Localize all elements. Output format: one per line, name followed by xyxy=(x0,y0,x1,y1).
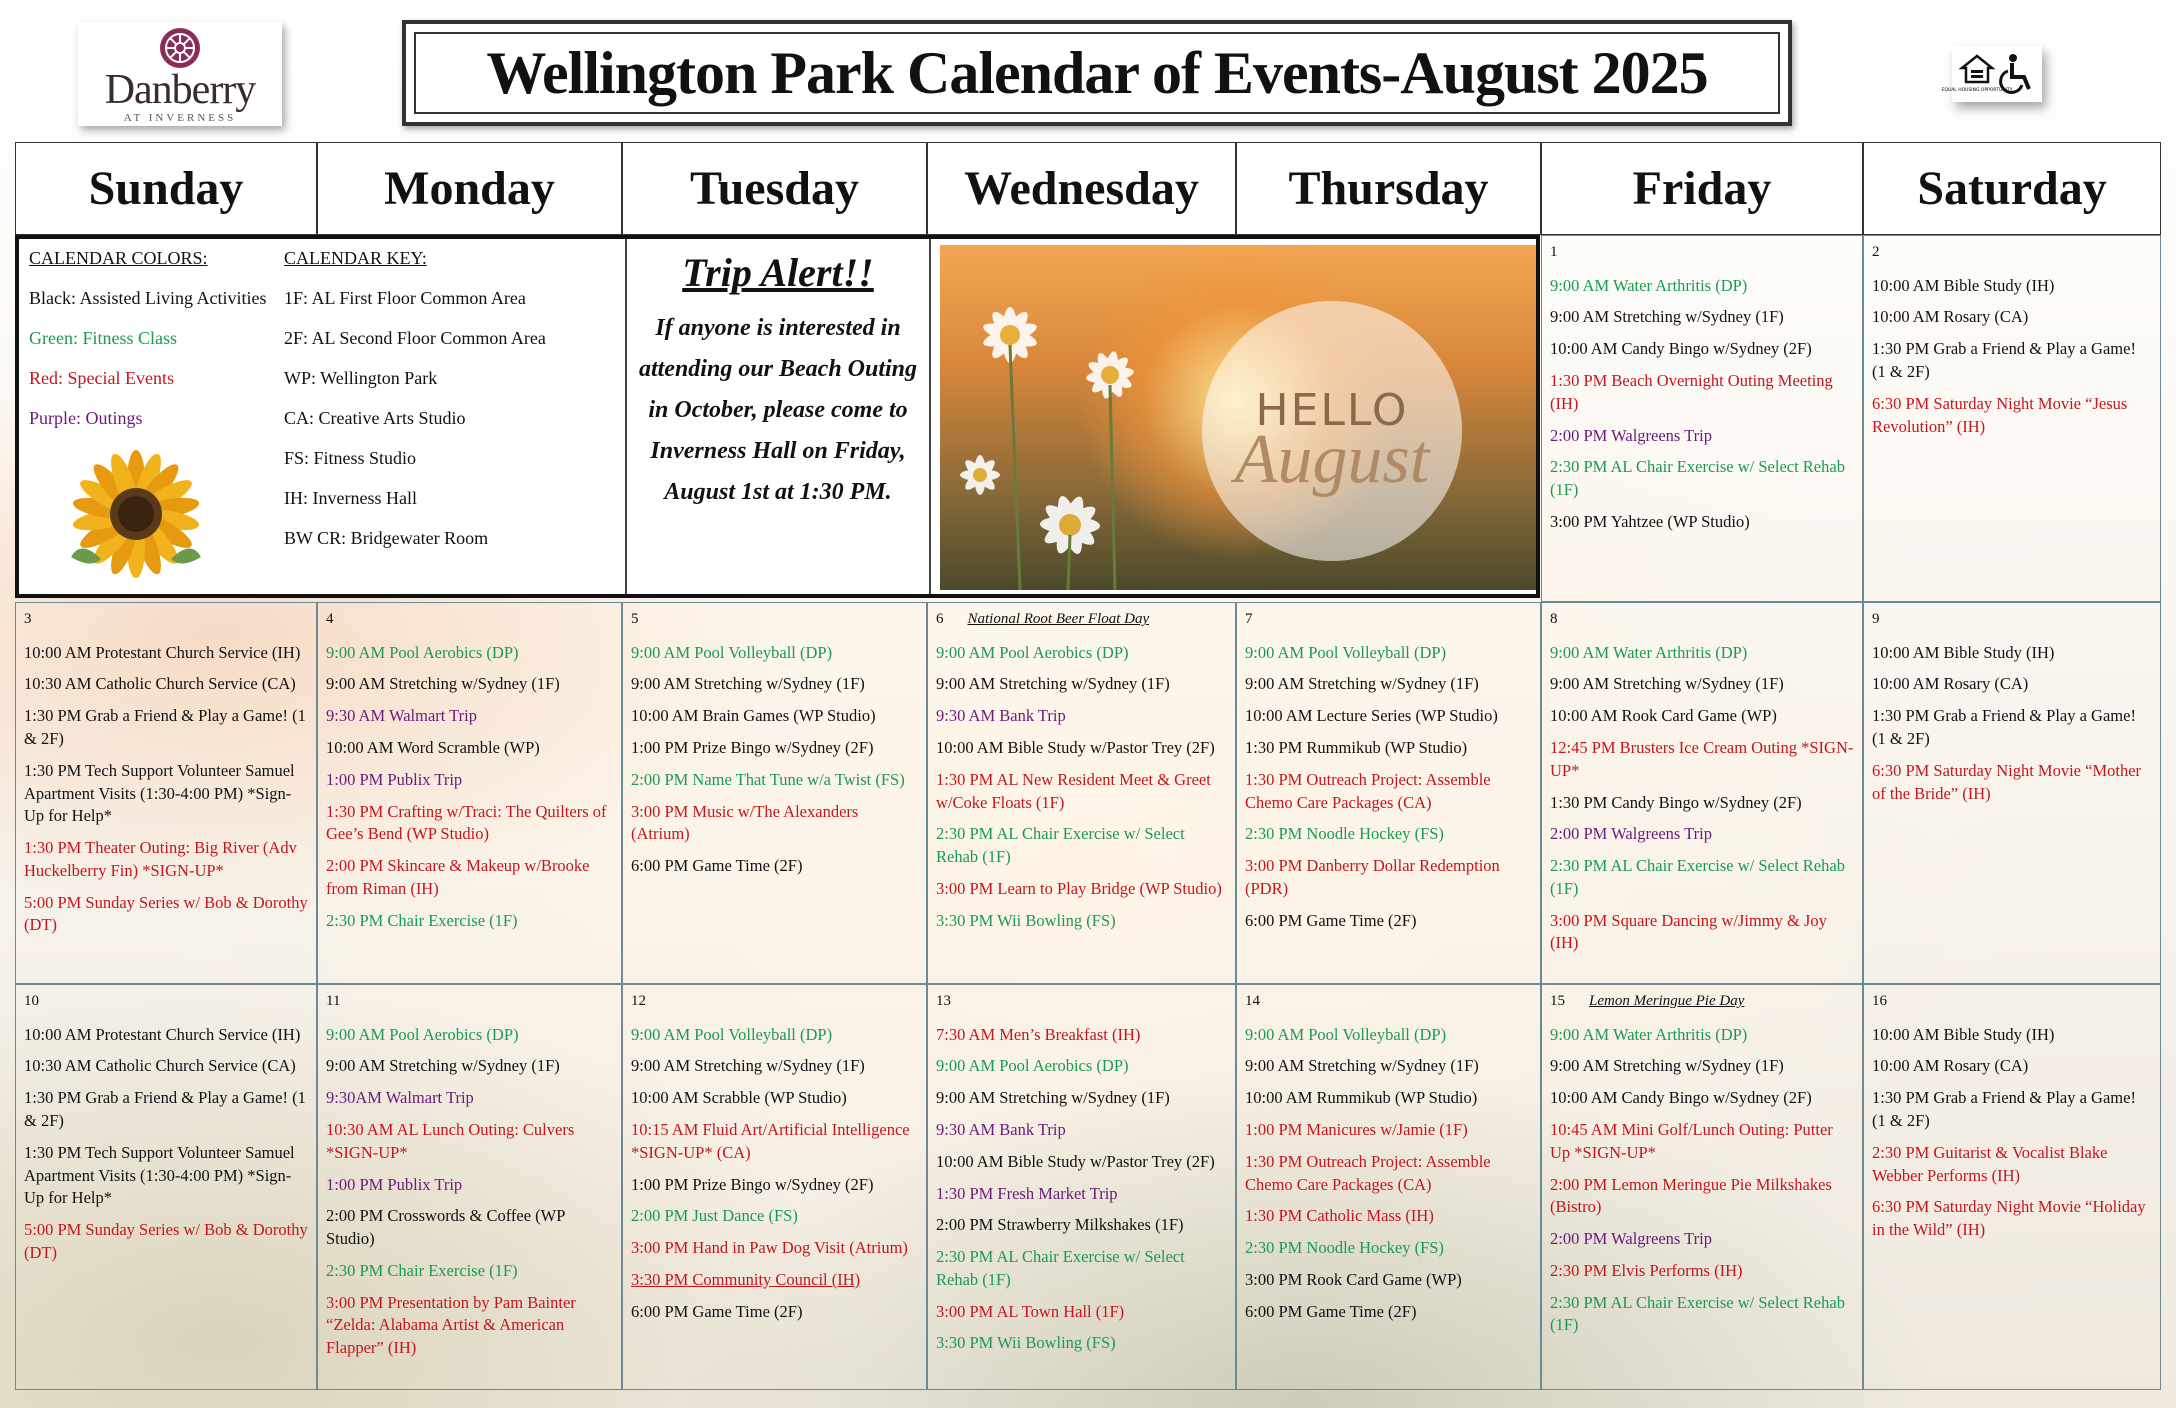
event-item: 1:30 PM Beach Overnight Outing Meeting (IH) xyxy=(1550,370,1833,413)
event-item: 1:30 PM Grab a Friend & Play a Game! (1 & 2F) xyxy=(1872,706,2136,748)
event-item: 6:30 PM Saturday Night Movie “Holiday in the Wild” (IH) xyxy=(1872,1197,2146,1240)
event-item: 10:00 AM Protestant Church Service (IH) xyxy=(24,1024,301,1044)
event-item: 5:00 PM Sunday Series w/ Bob & Dorothy (DT) xyxy=(24,1220,308,1262)
day-cell xyxy=(15,602,317,984)
day-cell xyxy=(1541,235,1863,602)
legend-key-item: IH: Inverness Hall xyxy=(284,488,417,508)
event-item: 9:30 AM Bank Trip xyxy=(936,1119,1066,1139)
day-number: 9 xyxy=(1872,611,1880,627)
event-item: 2:00 PM Crosswords & Coffee (WP Studio) xyxy=(326,1206,565,1249)
event-item: 3:30 PM Wii Bowling (FS) xyxy=(936,910,1116,930)
event-item: 3:00 PM Danberry Dollar Redemption (PDR) xyxy=(1245,856,1500,898)
event-item: 2:30 PM Noodle Hockey (FS) xyxy=(1245,824,1444,844)
event-item: 10:30 AM Catholic Church Service (CA) xyxy=(24,674,296,694)
event-item: 9:00 AM Stretching w/Sydney (1F) xyxy=(936,1088,1170,1108)
page-title: Wellington Park Calendar of Events-August 2025 xyxy=(414,32,1780,114)
day-number: 8 xyxy=(1550,611,1558,627)
event-item: 9:30AM Walmart Trip xyxy=(326,1088,474,1108)
event-item: 10:00 AM Bible Study w/Pastor Trey (2F) xyxy=(936,1151,1215,1171)
event-item: 3:00 PM AL Town Hall (1F) xyxy=(936,1301,1125,1321)
event-item: 2:30 PM Noodle Hockey (FS) xyxy=(1245,1238,1444,1258)
day-number: 12 xyxy=(631,993,646,1009)
sunflower-icon xyxy=(61,439,211,589)
event-item: 10:00 AM Protestant Church Service (IH) xyxy=(24,642,301,662)
event-item: 2:30 PM Guitarist & Vocalist Blake Webber Performs (IH) xyxy=(1872,1142,2108,1185)
event-item: 9:00 AM Stretching w/Sydney (1F) xyxy=(1550,674,1784,694)
august-text: August xyxy=(1234,421,1430,498)
event-item: 2:30 PM Chair Exercise (1F) xyxy=(326,910,518,930)
event-item: 5:00 PM Sunday Series w/ Bob & Dorothy (DT) xyxy=(24,892,308,935)
day-number: 7 xyxy=(1245,611,1253,627)
day-number: 10 xyxy=(24,993,39,1009)
day-number-row xyxy=(936,991,1227,1012)
day-cell xyxy=(1541,984,1863,1390)
legend-key-item: WP: Wellington Park xyxy=(284,368,438,388)
event-item: 2:00 PM Lemon Meringue Pie Milkshakes (Bistro) xyxy=(1550,1174,1832,1217)
event-item: 9:00 AM Pool Aerobics (DP) xyxy=(326,1024,519,1044)
day-number-row xyxy=(631,991,918,1012)
event-item: 6:00 PM Game Time (2F) xyxy=(631,856,803,876)
legend-color-item: Black: Assisted Living Activities xyxy=(29,288,267,308)
calendar-grid xyxy=(15,142,2161,1390)
event-item: 2:30 PM AL Chair Exercise w/ Select Rehab (1F) xyxy=(1550,457,1845,500)
event-item: 9:00 AM Pool Volleyball (DP) xyxy=(1245,1024,1447,1044)
day-number: 2 xyxy=(1872,244,1880,260)
day-cell xyxy=(1236,602,1541,984)
event-item: 1:30 PM Tech Support Volunteer Samuel Apartment Visits (1:30-4:00 PM) *Sign-Up for Help* xyxy=(24,1142,295,1208)
day-number-row xyxy=(1872,242,2152,263)
event-item: 9:00 AM Pool Volleyball (DP) xyxy=(631,1024,833,1044)
legend-color-item: Green: Fitness Class xyxy=(29,328,177,348)
event-item: 2:30 PM AL Chair Exercise w/ Select Rehab (1F) xyxy=(936,824,1185,867)
event-item: 1:30 PM Catholic Mass (IH) xyxy=(1245,1206,1434,1226)
special-day-title: National Root Beer Float Day xyxy=(967,611,1150,627)
day-cell xyxy=(1863,235,2161,602)
event-item: 9:00 AM Pool Volleyball (DP) xyxy=(1245,642,1447,662)
event-item: 7:30 AM Men’s Breakfast (IH) xyxy=(936,1024,1141,1044)
event-item: 2:30 PM AL Chair Exercise w/ Select Rehab (1F) xyxy=(1550,1292,1845,1335)
event-item: 1:30 PM Grab a Friend & Play a Game! (1 & 2F) xyxy=(24,706,306,748)
day-number: 11 xyxy=(326,993,341,1009)
day-number-row xyxy=(936,609,1227,630)
day-number: 15 xyxy=(1550,993,1565,1009)
event-item: 9:00 AM Stretching w/Sydney (1F) xyxy=(631,1056,865,1076)
event-item: 6:30 PM Saturday Night Movie “Mother of the Bride” (IH) xyxy=(1872,760,2142,803)
event-item: 10:00 AM Scrabble (WP Studio) xyxy=(631,1088,847,1108)
event-item: 3:00 PM Rook Card Game (WP) xyxy=(1245,1269,1462,1289)
event-item: 1:00 PM Manicures w/Jamie (1F) xyxy=(1245,1119,1468,1139)
event-item: 9:00 AM Pool Aerobics (DP) xyxy=(326,642,519,662)
event-item: 3:00 PM Music w/The Alexanders (Atrium) xyxy=(631,801,859,844)
event-item: 1:00 PM Prize Bingo w/Sydney (2F) xyxy=(631,737,874,757)
logo-emblem-icon xyxy=(158,26,202,70)
day-number: 4 xyxy=(326,611,334,627)
event-item: 10:00 AM Rummikub (WP Studio) xyxy=(1245,1088,1478,1108)
event-item: 6:00 PM Game Time (2F) xyxy=(1245,910,1417,930)
event-item: 1:30 PM Crafting w/Traci: The Quilters of Gee’s Bend (WP Studio) xyxy=(326,801,607,844)
event-item: 9:00 AM Stretching w/Sydney (1F) xyxy=(326,674,560,694)
calendar-key-legend xyxy=(284,249,546,569)
logo-brand: Danberry xyxy=(104,67,256,113)
event-item: 10:00 AM Candy Bingo w/Sydney (2F) xyxy=(1550,339,1812,359)
day-cell xyxy=(927,984,1236,1390)
event-item: 3:00 PM Yahtzee (WP Studio) xyxy=(1550,511,1750,531)
day-number-row xyxy=(1872,991,2152,1012)
day-number-row xyxy=(24,609,308,630)
event-item: 10:00 AM Word Scramble (WP) xyxy=(326,737,540,757)
hello-august-photo xyxy=(940,245,1536,590)
event-item: 9:00 AM Stretching w/Sydney (1F) xyxy=(1550,1056,1784,1076)
day-header-friday: Friday xyxy=(1541,142,1863,235)
event-item: 1:30 PM Tech Support Volunteer Samuel Apartment Visits (1:30-4:00 PM) *Sign-Up for Help* xyxy=(24,760,295,826)
event-item: 9:30 AM Walmart Trip xyxy=(326,706,478,726)
day-number-row xyxy=(631,609,918,630)
day-number: 14 xyxy=(1245,993,1260,1009)
event-item: 10:00 AM Candy Bingo w/Sydney (2F) xyxy=(1550,1088,1812,1108)
event-item: 10:00 AM Bible Study (IH) xyxy=(1872,275,2055,295)
legend-color-item: Red: Special Events xyxy=(29,368,174,388)
event-item: 3:30 PM Community Council (IH) xyxy=(631,1269,861,1289)
event-item: 9:00 AM Stretching w/Sydney (1F) xyxy=(936,674,1170,694)
header xyxy=(0,0,2176,140)
event-item: 9:00 AM Stretching w/Sydney (1F) xyxy=(631,674,865,694)
day-number-row xyxy=(24,991,308,1012)
event-item: 9:00 AM Water Arthritis (DP) xyxy=(1550,275,1748,295)
day-number-row xyxy=(1245,991,1532,1012)
event-item: 9:00 AM Pool Aerobics (DP) xyxy=(936,642,1129,662)
day-header-saturday: Saturday xyxy=(1863,142,2161,235)
event-item: 9:00 AM Pool Volleyball (DP) xyxy=(631,642,833,662)
event-item: 10:00 AM Bible Study w/Pastor Trey (2F) xyxy=(936,737,1215,757)
event-item: 12:45 PM Brusters Ice Cream Outing *SIGN-UP* xyxy=(1550,737,1854,780)
event-item: 2:30 PM Elvis Performs (IH) xyxy=(1550,1260,1743,1280)
day-number-row xyxy=(1550,242,1854,263)
day-number: 13 xyxy=(936,993,951,1009)
event-item: 9:00 AM Stretching w/Sydney (1F) xyxy=(1245,1056,1479,1076)
event-item: 9:00 AM Water Arthritis (DP) xyxy=(1550,642,1748,662)
event-item: 10:00 AM Lecture Series (WP Studio) xyxy=(1245,706,1498,726)
day-number: 5 xyxy=(631,611,639,627)
event-item: 1:00 PM Prize Bingo w/Sydney (2F) xyxy=(631,1174,874,1194)
day-number-row xyxy=(1550,609,1854,630)
event-item: 2:30 PM Chair Exercise (1F) xyxy=(326,1260,518,1280)
event-item: 1:30 PM Fresh Market Trip xyxy=(936,1183,1118,1203)
event-item: 1:30 PM Outreach Project: Assemble Chemo Care Packages (CA) xyxy=(1245,769,1491,812)
event-item: 1:30 PM Theater Outing: Big River (Adv Huckelberry Fin) *SIGN-UP* xyxy=(24,838,297,880)
event-item: 9:00 AM Stretching w/Sydney (1F) xyxy=(1245,674,1479,694)
wheelchair-icon xyxy=(1998,53,2034,95)
event-item: 2:00 PM Walgreens Trip xyxy=(1550,1229,1713,1249)
calendar-key-title: CALENDAR KEY: xyxy=(284,248,427,268)
event-item: 1:30 PM Candy Bingo w/Sydney (2F) xyxy=(1550,792,1802,812)
hello-august-circle xyxy=(1202,301,1462,561)
event-item: 2:30 PM AL Chair Exercise w/ Select Rehab (1F) xyxy=(936,1247,1185,1289)
danberry-logo xyxy=(78,22,282,126)
day-cell xyxy=(927,602,1236,984)
event-item: 1:00 PM Publix Trip xyxy=(326,769,463,789)
special-day-title: Lemon Meringue Pie Day xyxy=(1589,993,1745,1009)
day-number-row xyxy=(1245,609,1532,630)
event-item: 2:00 PM Name That Tune w/a Twist (FS) xyxy=(631,769,905,789)
event-item: 9:00 AM Water Arthritis (DP) xyxy=(1550,1024,1748,1044)
day-cell xyxy=(1863,984,2161,1390)
event-item: 10:45 AM Mini Golf/Lunch Outing: Putter Up *SIGN-UP* xyxy=(1550,1119,1833,1162)
event-item: 10:00 AM Rook Card Game (WP) xyxy=(1550,706,1777,726)
trip-alert xyxy=(625,239,931,594)
accessibility-badges xyxy=(1941,46,2042,102)
event-item: 10:00 AM Rosary (CA) xyxy=(1872,307,2029,327)
day-number-row xyxy=(326,609,613,630)
event-item: 1:00 PM Publix Trip xyxy=(326,1174,463,1194)
eho-label: EQUAL HOUSING OPPORTUNITY xyxy=(1941,88,2013,93)
day-cell xyxy=(1863,602,2161,984)
event-item: 10:00 AM Bible Study (IH) xyxy=(1872,1024,2055,1044)
event-item: 9:00 AM Stretching w/Sydney (1F) xyxy=(1550,307,1784,327)
legend-key-item: BW CR: Bridgewater Room xyxy=(284,528,489,548)
day-number-row xyxy=(1550,991,1854,1012)
day-cell xyxy=(1236,984,1541,1390)
legend-color-item: Purple: Outings xyxy=(29,408,143,428)
calendar-colors-legend xyxy=(29,249,267,449)
event-item: 2:00 PM Skincare & Makeup w/Brooke from Riman (IH) xyxy=(326,856,590,898)
day-number: 3 xyxy=(24,611,32,627)
event-item: 1:30 PM Grab a Friend & Play a Game! (1 & 2F) xyxy=(1872,1088,2136,1130)
day-number-row xyxy=(326,991,613,1012)
day-header-thursday: Thursday xyxy=(1236,142,1541,235)
day-number: 1 xyxy=(1550,244,1558,260)
trip-alert-body: If anyone is interested in attending our Beach Outing in October, please come to Inverness Hall on Friday, August 1st at 1:30 PM. xyxy=(638,315,918,505)
event-item: 9:00 AM Pool Aerobics (DP) xyxy=(936,1056,1129,1076)
hello-text: HELLO xyxy=(1255,385,1409,436)
event-item: 10:30 AM AL Lunch Outing: Culvers *SIGN-UP* xyxy=(326,1119,575,1162)
event-item: 1:30 PM AL New Resident Meet & Greet w/Coke Floats (1F) xyxy=(936,769,1211,812)
event-item: 6:30 PM Saturday Night Movie “Jesus Revolution” (IH) xyxy=(1872,393,2128,436)
event-item: 10:00 AM Brain Games (WP Studio) xyxy=(631,706,876,726)
day-cell xyxy=(317,602,622,984)
event-item: 6:00 PM Game Time (2F) xyxy=(631,1301,803,1321)
equal-housing-icon xyxy=(1941,54,2013,94)
title-box xyxy=(402,20,1792,126)
event-item: 9:00 AM Stretching w/Sydney (1F) xyxy=(326,1056,560,1076)
event-item: 3:30 PM Wii Bowling (FS) xyxy=(936,1333,1116,1353)
info-panel xyxy=(15,235,1540,598)
event-item: 3:00 PM Learn to Play Bridge (WP Studio) xyxy=(936,878,1222,898)
event-item: 9:30 AM Bank Trip xyxy=(936,706,1066,726)
event-item: 3:00 PM Hand in Paw Dog Visit (Atrium) xyxy=(631,1238,908,1258)
event-item: 1:30 PM Grab a Friend & Play a Game! (1 & 2F) xyxy=(24,1088,306,1130)
day-header-wednesday: Wednesday xyxy=(927,142,1236,235)
day-cell xyxy=(622,602,927,984)
event-item: 10:00 AM Bible Study (IH) xyxy=(1872,642,2055,662)
event-item: 10:00 AM Rosary (CA) xyxy=(1872,674,2029,694)
event-item: 3:00 PM Presentation by Pam Bainter “Zelda: Alabama Artist & American Flapper” (IH) xyxy=(326,1292,576,1358)
legend-key-item: 2F: AL Second Floor Common Area xyxy=(284,328,546,348)
day-cell xyxy=(15,984,317,1390)
trip-alert-title: Trip Alert!! xyxy=(682,250,874,295)
event-item: 2:00 PM Walgreens Trip xyxy=(1550,425,1713,445)
event-item: 2:30 PM AL Chair Exercise w/ Select Rehab (1F) xyxy=(1550,856,1845,898)
day-cell xyxy=(622,984,927,1390)
event-item: 1:30 PM Grab a Friend & Play a Game! (1 & 2F) xyxy=(1872,339,2136,381)
day-cell xyxy=(1541,602,1863,984)
legend-key-item: CA: Creative Arts Studio xyxy=(284,408,466,428)
day-header-tuesday: Tuesday xyxy=(622,142,927,235)
event-item: 2:00 PM Just Dance (FS) xyxy=(631,1206,798,1226)
event-item: 1:30 PM Outreach Project: Assemble Chemo Care Packages (CA) xyxy=(1245,1151,1491,1194)
legend-key-item: 1F: AL First Floor Common Area xyxy=(284,288,526,308)
event-item: 10:00 AM Rosary (CA) xyxy=(1872,1056,2029,1076)
event-item: 2:00 PM Walgreens Trip xyxy=(1550,824,1713,844)
day-header-sunday: Sunday xyxy=(15,142,317,235)
day-number: 6 xyxy=(936,611,944,627)
event-item: 1:30 PM Rummikub (WP Studio) xyxy=(1245,737,1468,757)
event-item: 10:15 AM Fluid Art/Artificial Intelligence *SIGN-UP* (CA) xyxy=(631,1119,910,1162)
day-header-monday: Monday xyxy=(317,142,622,235)
legend-key-item: FS: Fitness Studio xyxy=(284,448,417,468)
event-item: 10:30 AM Catholic Church Service (CA) xyxy=(24,1056,296,1076)
calendar-colors-title: CALENDAR COLORS: xyxy=(29,248,208,268)
event-item: 6:00 PM Game Time (2F) xyxy=(1245,1301,1417,1321)
logo-sub: AT INVERNESS xyxy=(123,112,237,124)
day-number-row xyxy=(1872,609,2152,630)
day-number: 16 xyxy=(1872,993,1887,1009)
event-item: 3:00 PM Square Dancing w/Jimmy & Joy (IH) xyxy=(1550,910,1827,953)
day-cell xyxy=(317,984,622,1390)
event-item: 2:00 PM Strawberry Milkshakes (1F) xyxy=(936,1215,1184,1235)
